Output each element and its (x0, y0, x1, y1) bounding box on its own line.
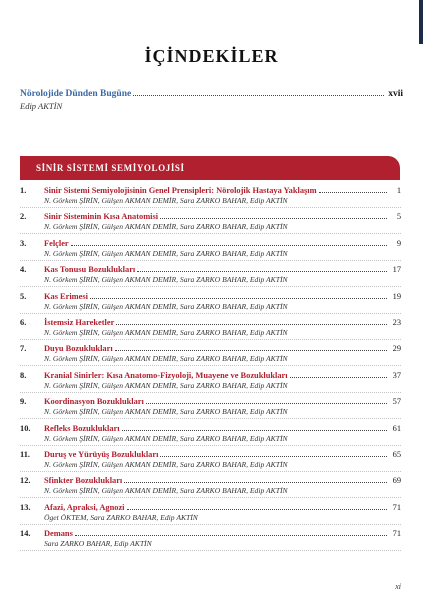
foreword-entry[interactable] (20, 88, 403, 112)
entry-title: Kas Tonusu Bozuklukları (44, 265, 136, 275)
entry-page: 23 (392, 317, 401, 327)
toc-entry[interactable] (20, 526, 401, 552)
toc-entry[interactable] (20, 289, 401, 315)
entry-divider (20, 418, 401, 419)
leader-dots (290, 377, 387, 378)
entry-authors: N. Görkem ŞİRİN, Gülşen AKMAN DEMİR, Sara ZARKO BAHAR, Edip AKTİN (44, 380, 288, 390)
entry-title: Koordinasyon Bozuklukları (44, 397, 144, 407)
entry-page: 9 (396, 238, 401, 248)
entry-title: Duyu Bozuklukları (44, 344, 113, 354)
entry-authors: N. Görkem ŞİRİN, Gülşen AKMAN DEMİR, Sara ZARKO BAHAR, Edip AKTİN (44, 354, 288, 364)
entry-title: Sinir Sisteminin Kısa Anatomisi (44, 212, 159, 222)
toc-entry[interactable] (20, 394, 401, 420)
entry-title: Afazi, Apraksi, Agnozi (44, 502, 125, 512)
leader-dots (75, 535, 387, 536)
entry-title: Demans (44, 529, 73, 539)
entry-number: 2. (20, 212, 27, 222)
entry-page: 71 (392, 529, 401, 539)
entry-page: 57 (392, 397, 401, 407)
entry-authors: N. Görkem ŞİRİN, Gülşen AKMAN DEMİR, Sara ZARKO BAHAR, Edip AKTİN (44, 222, 288, 232)
entry-page: 69 (392, 476, 401, 486)
entry-number: 9. (20, 397, 27, 407)
entry-page: 37 (392, 370, 401, 380)
entry-number: 5. (20, 291, 27, 301)
toc-entry[interactable] (20, 236, 401, 262)
entry-authors: N. Görkem ŞİRİN, Gülşen AKMAN DEMİR, Sara ZARKO BAHAR, Edip AKTİN (44, 248, 288, 258)
edge-bar (419, 0, 423, 44)
page-number: xi (395, 582, 401, 591)
toc-entry[interactable] (20, 262, 401, 288)
entry-page: 19 (392, 291, 401, 301)
entry-authors: N. Görkem ŞİRİN, Gülşen AKMAN DEMİR, Sara ZARKO BAHAR, Edip AKTİN (44, 275, 288, 285)
entry-divider (20, 365, 401, 366)
entry-authors: Sara ZARKO BAHAR, Edip AKTİN (44, 539, 152, 549)
entry-number: 7. (20, 344, 27, 354)
leader-dots (116, 324, 387, 325)
entry-divider (20, 392, 401, 393)
leader-dots (115, 350, 387, 351)
entry-divider (20, 233, 401, 234)
toc-entry[interactable] (20, 447, 401, 473)
toc-entry[interactable] (20, 473, 401, 499)
entry-page: 29 (392, 344, 401, 354)
entry-divider (20, 260, 401, 261)
entry-page: 17 (392, 265, 401, 275)
entry-divider (20, 339, 401, 340)
entry-divider (20, 550, 401, 551)
toc-list (20, 183, 401, 552)
toc-entry[interactable] (20, 315, 401, 341)
foreword-title: Nörolojide Dünden Bugüne (20, 89, 132, 99)
entry-authors: N. Görkem ŞİRİN, Gülşen AKMAN DEMİR, Sara ZARKO BAHAR, Edip AKTİN (44, 433, 288, 443)
entry-number: 10. (20, 423, 31, 433)
entry-title: Kranial Sinirler: Kısa Anatomo-Fizyoloji, Muayene ve Bozuklukları (44, 370, 288, 380)
leader-dots (133, 95, 384, 96)
toc-entry[interactable] (20, 421, 401, 447)
entry-number: 1. (20, 186, 27, 195)
entry-page: 5 (396, 212, 401, 222)
entry-number: 4. (20, 265, 27, 275)
entry-page: 1 (396, 186, 401, 195)
entry-page: 65 (392, 449, 401, 459)
leader-dots (160, 456, 387, 457)
foreword-page: xvii (388, 89, 403, 99)
entry-number: 14. (20, 529, 31, 539)
entry-number: 3. (20, 238, 27, 248)
entry-number: 11. (20, 449, 31, 459)
entry-divider (20, 497, 401, 498)
leader-dots (319, 192, 387, 193)
toc-entry[interactable] (20, 368, 401, 394)
section-title: SİNİR SİSTEMİ SEMİYOLOJİSİ (36, 163, 185, 173)
leader-dots (127, 509, 388, 510)
entry-authors: N. Görkem ŞİRİN, Gülşen AKMAN DEMİR, Sara ZARKO BAHAR, Edip AKTİN (44, 459, 288, 469)
leader-dots (137, 271, 387, 272)
entry-number: 8. (20, 370, 27, 380)
page-title: İÇİNDEKİLER (144, 46, 279, 66)
toc-entry[interactable] (20, 500, 401, 526)
entry-divider (20, 524, 401, 525)
entry-number: 13. (20, 502, 31, 512)
entry-authors: N. Görkem ŞİRİN, Gülşen AKMAN DEMİR, Sara ZARKO BAHAR, Edip AKTİN (44, 301, 288, 311)
entry-number: 12. (20, 476, 31, 486)
entry-title: İstemsiz Hareketler (44, 317, 115, 327)
toc-entry[interactable] (20, 183, 401, 209)
entry-authors: N. Görkem ŞİRİN, Gülşen AKMAN DEMİR, Sara ZARKO BAHAR, Edip AKTİN (44, 327, 288, 337)
leader-dots (160, 218, 387, 219)
foreword-author: Edip AKTİN (20, 101, 63, 111)
entry-title: Sfinkter Bozuklukları (44, 476, 123, 486)
toc-entry[interactable] (20, 341, 401, 367)
entry-authors: Öget ÖKTEM, Sara ZARKO BAHAR, Edip AKTİN (44, 512, 198, 522)
entry-title: Duruş ve Yürüyüş Bozuklukları (44, 449, 159, 459)
entry-page: 61 (392, 423, 401, 433)
entry-authors: N. Görkem ŞİRİN, Gülşen AKMAN DEMİR, Sara ZARKO BAHAR, Edip AKTİN (44, 407, 288, 417)
entry-title: Sinir Sistemi Semiyolojisinin Genel Prensipleri: Nörolojik Hastaya Yaklaşım (44, 186, 317, 195)
entry-title: Refleks Bozuklukları (44, 423, 120, 433)
entry-page: 71 (392, 502, 401, 512)
entry-number: 6. (20, 317, 27, 327)
entry-title: Felçler (44, 238, 69, 248)
entry-divider (20, 313, 401, 314)
section-banner (20, 156, 400, 180)
leader-dots (122, 430, 387, 431)
entry-authors: N. Görkem ŞİRİN, Gülşen AKMAN DEMİR, Sara ZARKO BAHAR, Edip AKTİN (44, 486, 288, 496)
entry-authors: N. Görkem ŞİRİN, Gülşen AKMAN DEMİR, Sara ZARKO BAHAR, Edip AKTİN (44, 196, 288, 205)
leader-dots (146, 403, 387, 404)
entry-divider (20, 445, 401, 446)
leader-dots (90, 298, 387, 299)
entry-divider (20, 207, 401, 208)
leader-dots (124, 482, 387, 483)
entry-title: Kas Erimesi (44, 291, 88, 301)
entry-divider (20, 471, 401, 472)
toc-entry[interactable] (20, 209, 401, 235)
leader-dots (71, 245, 387, 246)
entry-divider (20, 286, 401, 287)
